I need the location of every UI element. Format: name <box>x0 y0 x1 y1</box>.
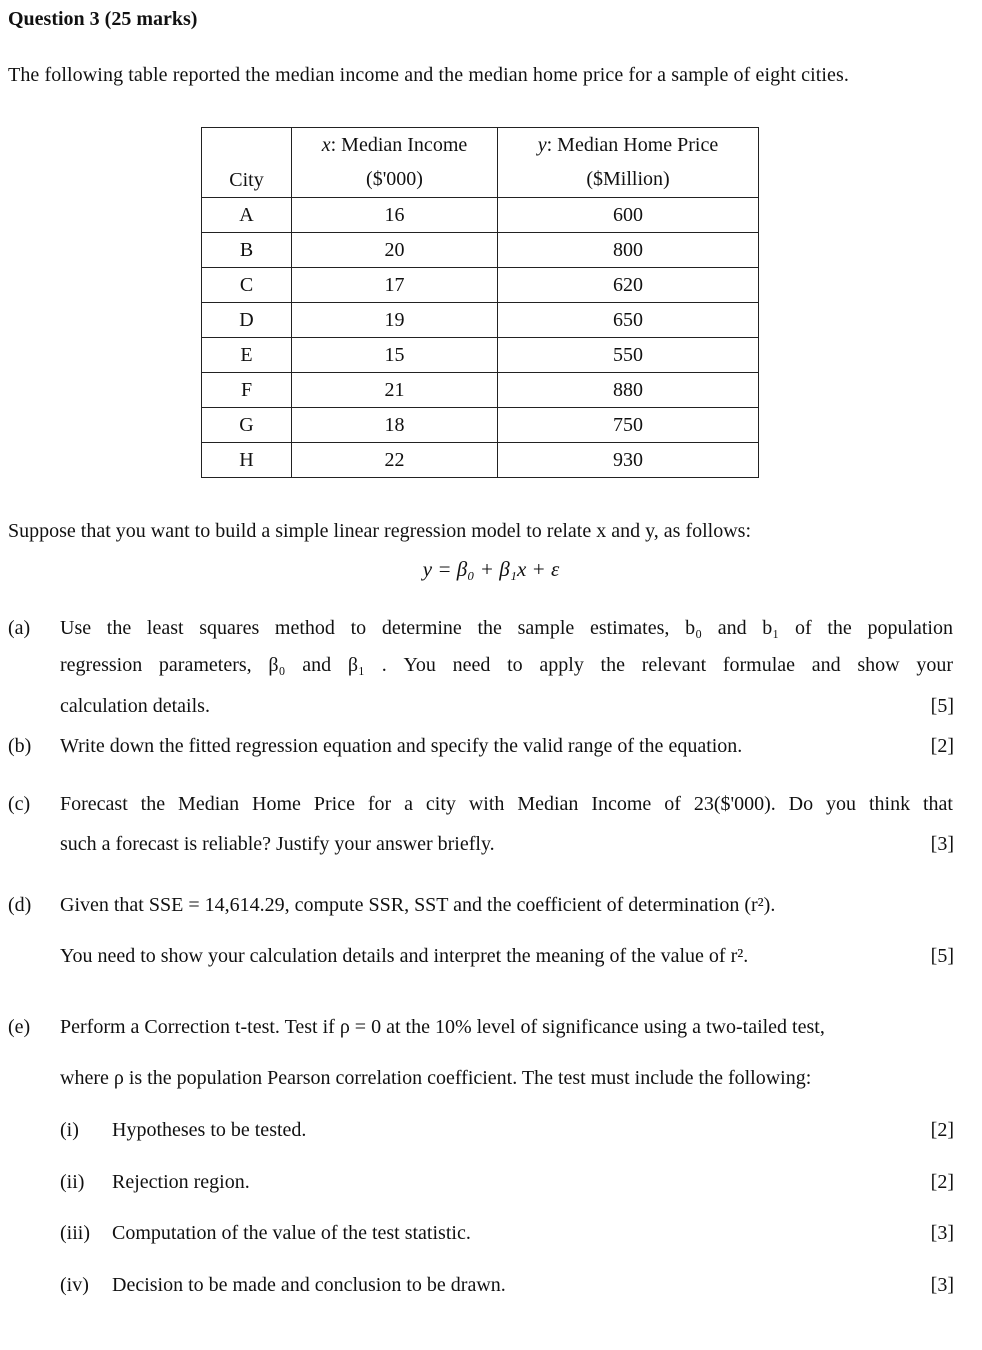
part-e-i-label: (i) <box>60 1119 79 1141</box>
part-a-line3: calculation details. <box>60 695 210 717</box>
cell-city: H <box>202 443 292 478</box>
cell-city: G <box>202 408 292 443</box>
part-a-line1: Use the least squares method to determine the sample estimates, b₀ and b₁ of the population <box>60 617 953 639</box>
part-c-line2: such a forecast is reliable? Justify your answer briefly. <box>60 833 495 855</box>
part-e-iii-label: (iii) <box>60 1222 90 1244</box>
part-e-iii-text: Computation of the value of the test statistic. <box>112 1222 471 1244</box>
model-intro: Suppose that you want to build a simple linear regression model to relate x and y, as follows: <box>8 520 751 542</box>
part-b-label: (b) <box>8 735 32 757</box>
cell-city: C <box>202 268 292 303</box>
part-e-ii-label: (ii) <box>60 1171 85 1193</box>
table-row <box>202 198 759 233</box>
cell-price: 650 <box>498 303 759 338</box>
table-row <box>202 338 759 373</box>
part-c-line1: Forecast the Median Home Price for a city with Median Income of 23($'000). Do you think that <box>60 793 953 815</box>
header-city: City <box>202 128 292 198</box>
regression-equation: y = β₀ + β₁x + ε <box>422 557 560 581</box>
part-e-line1: Perform a Correction t-test. Test if ρ = 0 at the 10% level of significance using a two-tailed test, <box>60 1016 825 1038</box>
part-b-line1: Write down the fitted regression equation and specify the valid range of the equation. <box>60 735 743 757</box>
cell-income: 22 <box>292 443 498 478</box>
part-a-label: (a) <box>8 617 31 639</box>
header-income: x: Median Income ($'000) <box>292 128 498 198</box>
cell-price: 620 <box>498 268 759 303</box>
table-row <box>202 408 759 443</box>
part-e-i-marks: [2] <box>930 1119 954 1141</box>
part-d-label: (d) <box>8 894 32 916</box>
table-row <box>202 233 759 268</box>
cell-price: 550 <box>498 338 759 373</box>
part-e-iv-label: (iv) <box>60 1274 89 1296</box>
table-row <box>202 303 759 338</box>
table-header-row <box>202 128 759 198</box>
part-e-ii-marks: [2] <box>930 1171 954 1193</box>
part-d-line1: Given that SSE = 14,614.29, compute SSR, SST and the coefficient of determination (r²). <box>60 894 776 916</box>
part-a-marks: [5] <box>930 695 954 717</box>
question-intro: The following table reported the median income and the median home price for a sample of eight cities. <box>8 64 850 86</box>
part-c-marks: [3] <box>930 833 954 855</box>
question-title: Question 3 (25 marks) <box>8 8 198 30</box>
part-b-marks: [2] <box>930 735 954 757</box>
cell-price: 800 <box>498 233 759 268</box>
cell-city: B <box>202 233 292 268</box>
cell-income: 15 <box>292 338 498 373</box>
part-c-label: (c) <box>8 793 31 815</box>
cell-city: F <box>202 373 292 408</box>
cell-income: 20 <box>292 233 498 268</box>
part-e-iv-marks: [3] <box>930 1274 954 1296</box>
part-e-line2: where ρ is the population Pearson correlation coefficient. The test must include the following: <box>60 1067 812 1089</box>
table-row <box>202 268 759 303</box>
part-e-i-text: Hypotheses to be tested. <box>112 1119 307 1141</box>
cell-city: E <box>202 338 292 373</box>
table-row <box>202 373 759 408</box>
cell-income: 18 <box>292 408 498 443</box>
header-price: y: Median Home Price ($Million) <box>498 128 759 198</box>
cell-price: 880 <box>498 373 759 408</box>
cell-price: 600 <box>498 198 759 233</box>
part-e-ii-text: Rejection region. <box>112 1171 250 1193</box>
cell-income: 21 <box>292 373 498 408</box>
part-e-iii-marks: [3] <box>930 1222 954 1244</box>
part-e-iv-text: Decision to be made and conclusion to be drawn. <box>112 1274 506 1296</box>
data-table <box>201 127 759 478</box>
cell-income: 17 <box>292 268 498 303</box>
cell-city: D <box>202 303 292 338</box>
part-e-label: (e) <box>8 1016 31 1038</box>
cell-price: 750 <box>498 408 759 443</box>
cell-income: 19 <box>292 303 498 338</box>
cell-income: 16 <box>292 198 498 233</box>
part-d-line2: You need to show your calculation details and interpret the meaning of the value of r². <box>60 945 749 967</box>
part-a-line2: regression parameters, β₀ and β₁ . You need to apply the relevant formulae and show your <box>60 654 953 676</box>
cell-city: A <box>202 198 292 233</box>
table-row <box>202 443 759 478</box>
cell-price: 930 <box>498 443 759 478</box>
part-d-marks: [5] <box>930 945 954 967</box>
